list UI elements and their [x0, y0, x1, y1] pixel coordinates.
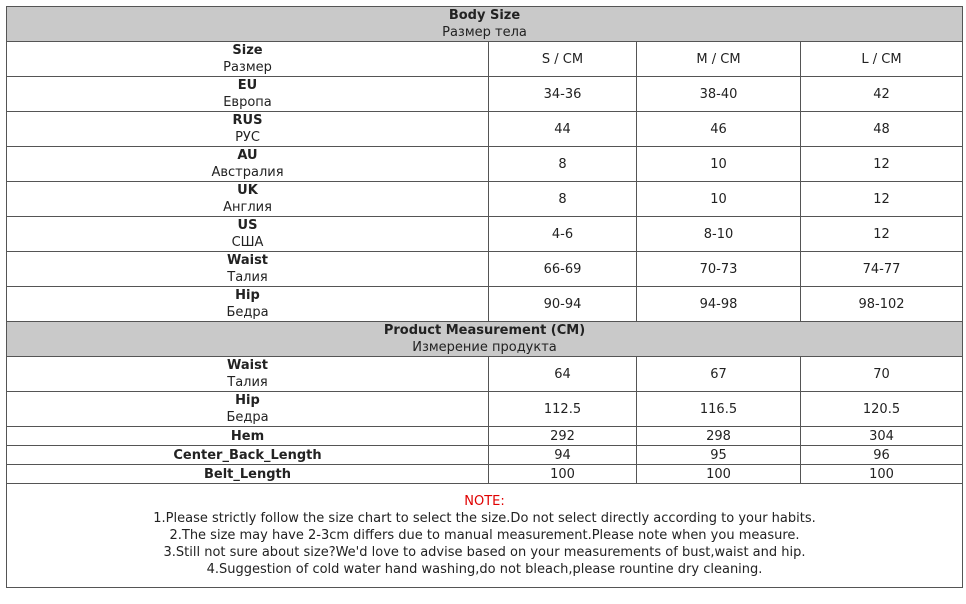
table-row	[7, 77, 963, 112]
table-row	[7, 287, 963, 322]
row-label: EU	[237, 78, 258, 93]
notes-row	[7, 484, 963, 588]
table-row	[7, 112, 963, 147]
cell-s: 34-36	[489, 77, 637, 112]
body-size-title	[7, 7, 963, 42]
cell-m: 67	[637, 357, 801, 392]
section-title: Product Measurement (CM)	[383, 323, 586, 338]
cell-l: 74-77	[801, 252, 963, 287]
cell-l: 96	[801, 446, 963, 465]
row-label-ru: Австралия	[211, 165, 284, 180]
row-label-cell	[7, 465, 489, 484]
row-label-ru: Талия	[227, 270, 268, 285]
cell-s: 4-6	[489, 217, 637, 252]
cell-s: 100	[489, 465, 637, 484]
cell-s: 8	[489, 182, 637, 217]
row-label-cell	[7, 287, 489, 322]
cell-m: 116.5	[637, 392, 801, 427]
cell-m: 10	[637, 182, 801, 217]
row-label-ru: РУС	[235, 130, 260, 145]
row-label-cell	[7, 427, 489, 446]
row-label: Waist	[226, 253, 269, 268]
cell-l: 12	[801, 182, 963, 217]
cell-m: 298	[637, 427, 801, 446]
cell-l: 120.5	[801, 392, 963, 427]
product-measurement-title	[7, 322, 963, 357]
row-label-cell	[7, 217, 489, 252]
table-row	[7, 446, 963, 465]
cell-m: 100	[637, 465, 801, 484]
col-header-l: L / CM	[801, 42, 963, 77]
cell-l: 48	[801, 112, 963, 147]
row-label-cell	[7, 252, 489, 287]
cell-s: 66-69	[489, 252, 637, 287]
table-row	[7, 465, 963, 484]
row-label-cell	[7, 182, 489, 217]
note-line: 3.Still not sure about size?We'd love to advise based on your measurements of bust,waist and hip.	[163, 545, 806, 560]
cell-m: 95	[637, 446, 801, 465]
row-label: Waist	[226, 358, 269, 373]
row-label: Size	[232, 43, 263, 58]
row-label: Hip	[235, 288, 260, 303]
cell-s: 64	[489, 357, 637, 392]
table-row	[7, 217, 963, 252]
cell-l: 304	[801, 427, 963, 446]
cell-m: 94-98	[637, 287, 801, 322]
row-label-ru: Размер	[223, 60, 272, 75]
col-header-m: M / CM	[637, 42, 801, 77]
cell-s: 112.5	[489, 392, 637, 427]
cell-l: 70	[801, 357, 963, 392]
cell-s: 94	[489, 446, 637, 465]
section-title-ru: Измерение продукта	[412, 340, 557, 355]
cell-m: 10	[637, 147, 801, 182]
cell-m: 70-73	[637, 252, 801, 287]
row-label: US	[237, 218, 258, 233]
row-label: UK	[237, 183, 258, 198]
cell-m: 8-10	[637, 217, 801, 252]
table-row	[7, 252, 963, 287]
row-label-cell	[7, 112, 489, 147]
table-row	[7, 357, 963, 392]
row-label-ru: Англия	[223, 200, 272, 215]
row-label-ru: Бедра	[226, 410, 269, 425]
cell-s: 8	[489, 147, 637, 182]
size-chart-table	[6, 6, 963, 588]
row-label-ru: Талия	[227, 375, 268, 390]
size-label-cell	[7, 42, 489, 77]
cell-m: 46	[637, 112, 801, 147]
row-label-cell	[7, 77, 489, 112]
product-measurement-header-row	[7, 322, 963, 357]
row-label-ru: Бедра	[226, 305, 269, 320]
row-label: Hip	[235, 393, 260, 408]
cell-l: 98-102	[801, 287, 963, 322]
row-label: RUS	[232, 113, 263, 128]
col-header-s: S / CM	[489, 42, 637, 77]
size-header-row	[7, 42, 963, 77]
cell-s: 44	[489, 112, 637, 147]
note-line: 4.Suggestion of cold water hand washing,do not bleach,please rountine dry cleaning.	[206, 562, 763, 577]
note-title: NOTE:	[464, 494, 505, 509]
cell-l: 100	[801, 465, 963, 484]
section-title: Body Size	[448, 8, 521, 23]
table-row	[7, 427, 963, 446]
row-label-cell	[7, 392, 489, 427]
notes-cell	[7, 484, 963, 588]
row-label-cell	[7, 147, 489, 182]
cell-s: 90-94	[489, 287, 637, 322]
table-row	[7, 147, 963, 182]
cell-l: 42	[801, 77, 963, 112]
cell-l: 12	[801, 217, 963, 252]
row-label-ru: Европа	[223, 95, 272, 110]
table-row	[7, 182, 963, 217]
table-row	[7, 392, 963, 427]
cell-s: 292	[489, 427, 637, 446]
note-line: 2.The size may have 2-3cm differs due to manual measurement.Please note when you measure.	[169, 528, 800, 543]
cell-m: 38-40	[637, 77, 801, 112]
note-line: 1.Please strictly follow the size chart to select the size.Do not select directly according to your habits.	[153, 511, 816, 526]
row-label: Belt_Length	[203, 466, 292, 482]
row-label-cell	[7, 357, 489, 392]
body-size-header-row	[7, 7, 963, 42]
row-label: Hem	[230, 428, 265, 444]
row-label-cell	[7, 446, 489, 465]
row-label-ru: США	[231, 235, 264, 250]
cell-l: 12	[801, 147, 963, 182]
row-label: Center_Back_Length	[173, 447, 322, 463]
row-label: AU	[237, 148, 258, 163]
section-title-ru: Размер тела	[442, 25, 527, 40]
